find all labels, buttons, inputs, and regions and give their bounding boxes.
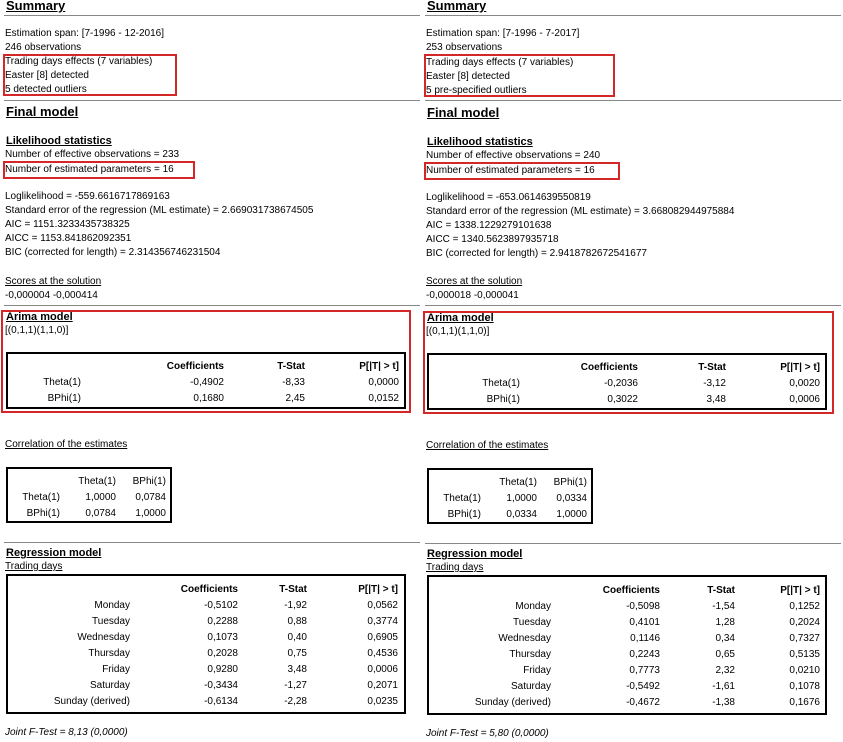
row-label: Tuesday <box>92 615 130 627</box>
aic: AIC = 1151.3233435738325 <box>5 219 130 230</box>
coefficient: -0,4902 <box>190 376 224 388</box>
p-value: 0,7327 <box>789 632 820 644</box>
correlation-value: 0,0334 <box>506 508 537 520</box>
t-stat: -2,28 <box>284 695 307 707</box>
row-label: Saturday <box>89 679 130 691</box>
col-header: P[|T| > t] <box>780 584 820 596</box>
regression-title: Regression model <box>427 548 523 560</box>
p-value: 0,0020 <box>789 377 820 389</box>
divider <box>425 15 841 16</box>
regression-table <box>427 575 827 715</box>
std-error: Standard error of the regression (ML estimate) = 2.669031738674505 <box>5 205 314 216</box>
bic: BIC (corrected for length) = 2.314356746231504 <box>5 247 221 258</box>
coefficient: -0,5102 <box>204 599 238 611</box>
aicc: AICC = 1153.841862092351 <box>5 233 132 244</box>
coefficient: -0,5098 <box>626 600 660 612</box>
table-row <box>8 390 399 406</box>
col-header: T-Stat <box>698 361 726 373</box>
likelihood-title: Likelihood statistics <box>6 135 112 147</box>
table-row <box>8 597 398 613</box>
coefficient: -0,2036 <box>604 377 638 389</box>
t-stat: -8,33 <box>282 376 305 388</box>
table-row <box>8 613 398 629</box>
divider <box>425 100 841 101</box>
table-row <box>8 505 166 521</box>
row-label: Friday <box>102 663 130 675</box>
aicc: AICC = 1340.5623897935718 <box>426 234 559 245</box>
row-label: Theta(1) <box>443 492 481 504</box>
easter-effect: Easter [8] detected <box>5 70 89 81</box>
divider <box>4 15 420 16</box>
estimation-span: Estimation span: [7-1996 - 7-2017] <box>426 28 580 39</box>
table-row <box>429 375 820 391</box>
observations: 246 observations <box>5 42 82 53</box>
col-header: T-Stat <box>277 360 305 372</box>
table-row <box>429 678 820 694</box>
arima-table <box>6 352 406 409</box>
coefficient: -0,4672 <box>626 696 660 708</box>
correlation-title: Correlation of the estimates <box>5 439 128 450</box>
arima-table <box>427 353 827 410</box>
table-row <box>429 630 820 646</box>
row-label: Saturday <box>510 680 551 692</box>
col-header: P[|T| > t] <box>780 361 820 373</box>
coefficient: -0,5492 <box>626 680 660 692</box>
bic: BIC (corrected for length) = 2.9418782672541677 <box>426 248 647 259</box>
p-value: 0,2024 <box>789 616 820 628</box>
correlation-value: 1,0000 <box>506 492 537 504</box>
left-panel <box>0 0 421 742</box>
correlation-value: 0,0334 <box>556 492 587 504</box>
p-value: 0,0006 <box>367 663 398 675</box>
t-stat: 1,28 <box>715 616 735 628</box>
coefficient: 0,1680 <box>193 392 224 404</box>
table-row <box>429 490 587 506</box>
p-value: 0,1676 <box>789 696 820 708</box>
estimated-parameters: Number of estimated parameters = 16 <box>5 164 174 175</box>
row-label: BPhi(1) <box>47 392 81 404</box>
correlation-value: 0,0784 <box>135 491 166 503</box>
row-label: Sunday (derived) <box>474 696 551 708</box>
t-stat: 2,32 <box>715 664 735 676</box>
arima-title: Arima model <box>6 311 73 323</box>
divider <box>425 543 841 544</box>
aic: AIC = 1338.1229279101638 <box>426 220 552 231</box>
p-value: 0,3774 <box>367 615 398 627</box>
estimated-parameters: Number of estimated parameters = 16 <box>426 165 595 176</box>
p-value: 0,5135 <box>789 648 820 660</box>
t-stat: 0,34 <box>715 632 735 644</box>
correlation-value: 0,0784 <box>85 507 116 519</box>
divider <box>425 305 841 306</box>
t-stat: 0,88 <box>287 615 307 627</box>
divider <box>4 305 420 306</box>
table-row <box>8 661 398 677</box>
t-stat: -3,12 <box>703 377 726 389</box>
outliers: 5 pre-specified outliers <box>426 85 527 96</box>
col-header: P[|T| > t] <box>358 583 398 595</box>
outliers: 5 detected outliers <box>5 84 87 95</box>
table-row <box>8 645 398 661</box>
col-header: Theta(1) <box>78 475 116 487</box>
col-header: P[|T| > t] <box>359 360 399 372</box>
arima-spec: [(0,1,1)(1,1,0)] <box>5 325 69 336</box>
row-label: Monday <box>94 599 130 611</box>
col-header: Coefficients <box>580 361 638 373</box>
arima-spec: [(0,1,1)(1,1,0)] <box>426 326 490 337</box>
table-row <box>429 506 587 522</box>
row-label: Tuesday <box>513 616 551 628</box>
row-label: BPhi(1) <box>26 507 60 519</box>
row-label: Friday <box>523 664 551 676</box>
row-label: Theta(1) <box>22 491 60 503</box>
regression-subtitle: Trading days <box>5 561 63 572</box>
coefficient: 0,1073 <box>207 631 238 643</box>
col-header: Coefficients <box>180 583 238 595</box>
t-stat: -1,61 <box>712 680 735 692</box>
regression-title: Regression model <box>6 547 102 559</box>
table-row <box>8 374 399 390</box>
coefficient: 0,2243 <box>629 648 660 660</box>
scores-title: Scores at the solution <box>426 276 523 287</box>
right-panel <box>421 0 842 742</box>
t-stat: -1,92 <box>284 599 307 611</box>
table-row <box>429 391 820 407</box>
row-label: Thursday <box>509 648 551 660</box>
arima-title: Arima model <box>427 312 494 324</box>
scores-values: -0,000018 -0,000041 <box>426 290 519 301</box>
t-stat: 3,48 <box>287 663 307 675</box>
coefficient: 0,2288 <box>207 615 238 627</box>
coefficient: 0,1146 <box>630 632 660 644</box>
row-label: Theta(1) <box>43 376 81 388</box>
table-row <box>8 677 398 693</box>
coefficient: -0,6134 <box>204 695 238 707</box>
t-stat: 0,75 <box>287 647 307 659</box>
loglikelihood: Loglikelihood = -653.0614639550819 <box>426 192 591 203</box>
t-stat: 3,48 <box>706 393 726 405</box>
std-error: Standard error of the regression (ML estimate) = 3.668082944975884 <box>426 206 735 217</box>
col-header: Theta(1) <box>499 476 537 488</box>
scores-values: -0,000004 -0,000414 <box>5 290 98 301</box>
summary-title: Summary <box>427 0 487 13</box>
t-stat: 0,40 <box>287 631 307 643</box>
p-value: 0,0235 <box>367 695 398 707</box>
col-header: Coefficients <box>602 584 660 596</box>
p-value: 0,1078 <box>789 680 820 692</box>
correlation-title: Correlation of the estimates <box>426 440 549 451</box>
t-stat: 2,45 <box>285 392 305 404</box>
coefficient: 0,4101 <box>629 616 660 628</box>
regression-subtitle: Trading days <box>426 562 484 573</box>
correlation-table <box>427 468 593 524</box>
p-value: 0,0152 <box>368 392 399 404</box>
coefficient: 0,7773 <box>629 664 660 676</box>
p-value: 0,0562 <box>367 599 398 611</box>
table-row <box>429 694 820 710</box>
correlation-value: 1,0000 <box>135 507 166 519</box>
row-label: Wednesday <box>498 632 551 644</box>
row-label: BPhi(1) <box>486 393 520 405</box>
col-header: T-Stat <box>707 584 735 596</box>
p-value: 0,2071 <box>367 679 398 691</box>
table-row <box>8 693 398 709</box>
observations: 253 observations <box>426 42 503 53</box>
loglikelihood: Loglikelihood = -559.6616717869163 <box>5 191 170 202</box>
regression-table <box>6 574 406 714</box>
trading-days-effects: Trading days effects (7 variables) <box>426 57 574 68</box>
p-value: 0,0210 <box>789 664 820 676</box>
coefficient: -0,3434 <box>204 679 238 691</box>
table-row <box>8 629 398 645</box>
coefficient: 0,9280 <box>207 663 238 675</box>
col-header: T-Stat <box>279 583 307 595</box>
trading-days-effects: Trading days effects (7 variables) <box>5 56 153 67</box>
joint-f-test: Joint F-Test = 5,80 (0,0000) <box>426 728 549 739</box>
col-header: BPhi(1) <box>132 475 166 487</box>
row-label: Monday <box>515 600 551 612</box>
summary-title: Summary <box>6 0 66 13</box>
table-row <box>429 598 820 614</box>
table-row <box>429 646 820 662</box>
divider <box>4 100 420 101</box>
p-value: 0,6905 <box>367 631 398 643</box>
table-row <box>429 662 820 678</box>
table-row <box>8 489 166 505</box>
correlation-value: 1,0000 <box>85 491 116 503</box>
coefficient: 0,3022 <box>607 393 638 405</box>
effective-observations: Number of effective observations = 233 <box>5 149 180 160</box>
p-value: 0,1252 <box>789 600 820 612</box>
col-header: BPhi(1) <box>553 476 587 488</box>
p-value: 0,4536 <box>367 647 398 659</box>
table-row <box>429 614 820 630</box>
scores-title: Scores at the solution <box>5 276 102 287</box>
final-model-title: Final model <box>427 105 500 120</box>
estimation-span: Estimation span: [7-1996 - 12-2016] <box>5 28 164 39</box>
coefficient: 0,2028 <box>207 647 238 659</box>
p-value: 0,0006 <box>789 393 820 405</box>
joint-f-test: Joint F-Test = 8,13 (0,0000) <box>5 727 128 738</box>
t-stat: -1,38 <box>712 696 735 708</box>
row-label: Sunday (derived) <box>53 695 130 707</box>
correlation-table <box>6 467 172 523</box>
row-label: BPhi(1) <box>447 508 481 520</box>
row-label: Wednesday <box>77 631 130 643</box>
t-stat: -1,54 <box>712 600 735 612</box>
effective-observations: Number of effective observations = 240 <box>426 150 601 161</box>
t-stat: -1,27 <box>284 679 307 691</box>
likelihood-title: Likelihood statistics <box>427 136 533 148</box>
divider <box>4 542 420 543</box>
row-label: Thursday <box>88 647 130 659</box>
col-header: Coefficients <box>166 360 224 372</box>
easter-effect: Easter [8] detected <box>426 71 510 82</box>
p-value: 0,0000 <box>368 376 399 388</box>
t-stat: 0,65 <box>715 648 735 660</box>
correlation-value: 1,0000 <box>556 508 587 520</box>
row-label: Theta(1) <box>482 377 520 389</box>
final-model-title: Final model <box>6 104 79 119</box>
